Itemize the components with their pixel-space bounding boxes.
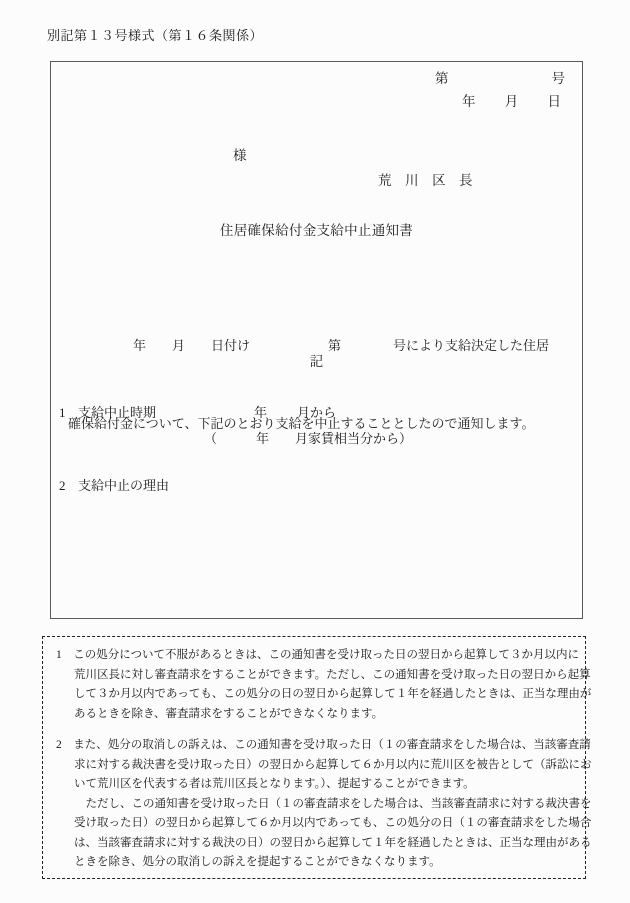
appeal-line: ただし、この通知書を受け取った日（１の審査請求をした場合は、当該審査請求に対する裁決書を [74,797,592,810]
form-id-label: 別記第１３号様式（第１６条関係） [47,28,264,43]
appeal-paragraph-1 [56,646,592,724]
appeal-notes-box [42,636,592,879]
date-day-label: 日 [547,94,561,109]
notice-body-line: 年 月 日付け 第 号により支給決定した住居 [68,338,550,353]
appeal-line: 受け取った日）の翌日から起算して６か月以内であっても、この処分の日（１の審査請求をした場合 [74,817,592,829]
record-heading: 記 [309,354,324,369]
appeal-paragraph-2 [56,736,592,873]
item1-paren-row [51,430,582,448]
doc-number-prefix: 第 [435,71,449,86]
item1-number: 1 [59,405,66,420]
appeal-line: 2 また、処分の取消しの訴えは、この通知書を受け取った日（１の審査請求をした場合は、当該審査請 [56,739,591,751]
document-title: 住居確保給付金支給中止通知書 [219,223,414,238]
doc-number-row [435,70,565,88]
appeal-line: 荒川区長に対し審査請求をすることができます。ただし、この通知書を受け取った日の翌日から起算 [74,668,591,681]
issuer-name: 荒 川 区 長 [378,173,473,188]
appeal-line: は、当該審査請求に対する裁決の日）の翌日から起算して１年を経過したときは、正当な理由がある [74,836,592,849]
item2-number: 2 [59,478,66,493]
date-year-label: 年 [462,94,476,109]
notice-body [68,281,568,489]
item2-label: 支給中止の理由 [78,478,170,493]
appeal-line: して３か月以内であっても、この処分の日の翌日から起算して１年を経過したときは、正当な理由が [74,688,592,700]
item1-paren-line: （ 年 月家賃相当分から） [204,431,413,446]
item1-row [51,404,582,422]
item1-year-label: 年 [254,405,268,420]
appeal-line: いて荒川区を代表する者は荒川区長となります。）、提起することができます。 [74,778,475,790]
item1-label: 支給中止時期 [78,405,157,420]
appeal-line: あるときを除き、審査請求をすることができなくなります。 [74,707,384,720]
appeal-line: ときを除き、処分の取消しの訴えを提起することができなくなります。 [74,856,441,868]
date-row [462,93,561,111]
date-month-label: 月 [504,94,519,109]
notice-box [50,61,583,619]
appeal-line: 1 この処分について不服があるときは、この通知書を受け取った日の翌日から起算して３か月以内に [56,649,580,661]
appeal-line: 求に対する裁決書を受け取った日）の翌日から起算して６か月以内に荒川区を被告として（訴訟にお [74,758,592,771]
addressee-honorific: 様 [233,148,247,163]
doc-number-suffix: 号 [551,71,565,86]
notice-body-line: 確保給付金について、下記のとおり支給を中止することとしたので通知します。 [68,416,535,431]
item1-from-label: 月から [297,405,337,420]
item2-row [51,477,582,495]
